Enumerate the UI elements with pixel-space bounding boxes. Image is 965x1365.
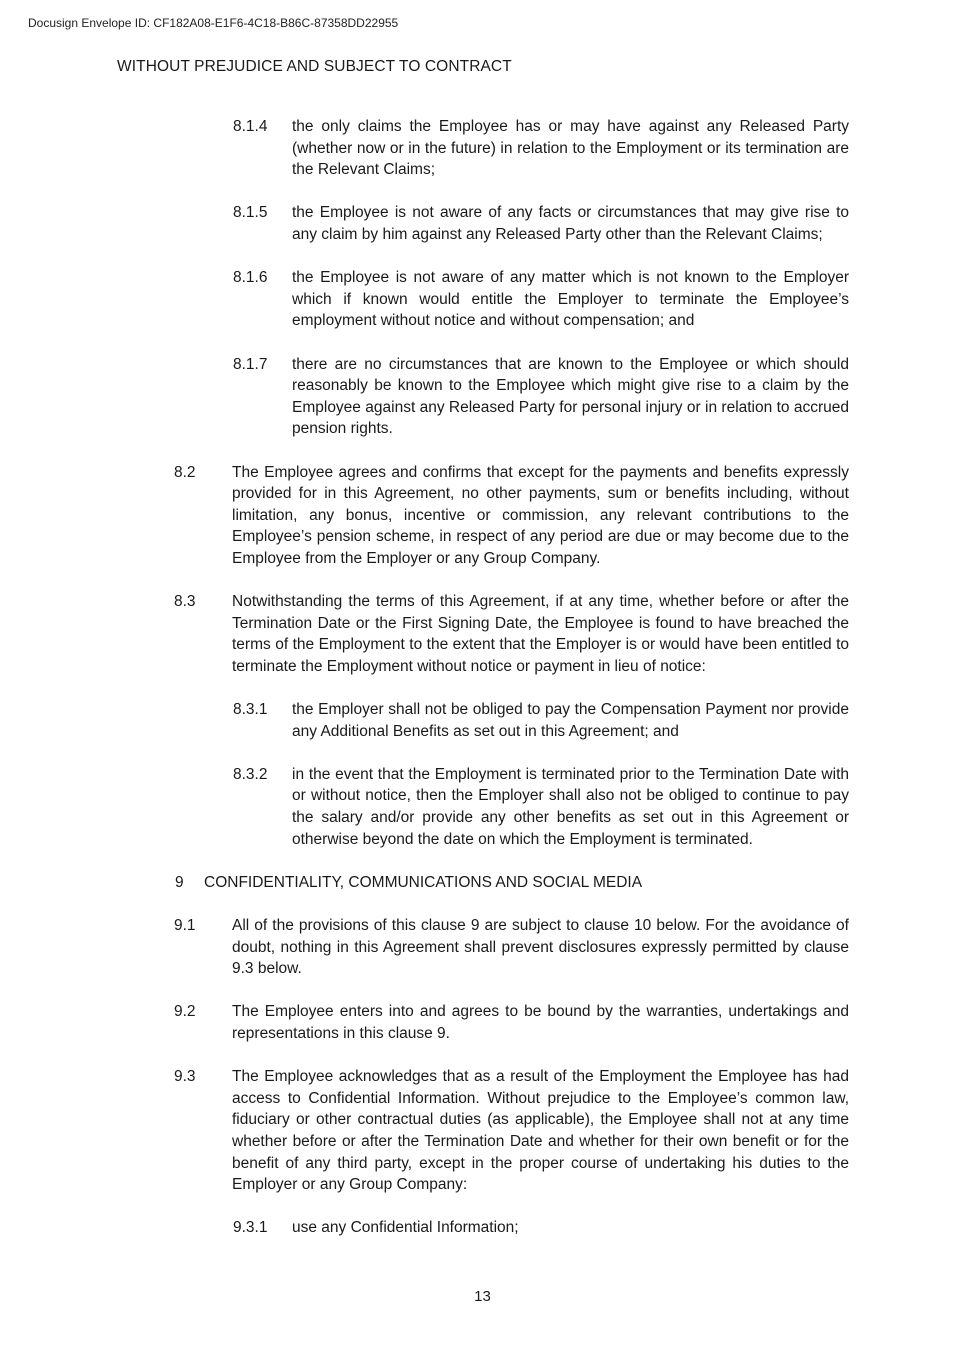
clause-9-2 <box>174 1001 849 1044</box>
section-number: 9 <box>175 873 184 891</box>
document-body <box>0 116 965 1239</box>
clause-number: 8.3.2 <box>233 765 268 783</box>
clause-number: 8.1.6 <box>233 269 268 287</box>
envelope-id: Docusign Envelope ID: CF182A08-E1F6-4C18-B86C-87358DD22955 <box>28 16 399 30</box>
clause-number: 8.2 <box>174 463 196 481</box>
clause-text: the only claims the Employee has or may have against any Released Party (whether now or in the future) in relation to the Employment or its termination are the Relevant Claims; <box>292 118 849 179</box>
clause-text: The Employee enters into and agrees to be bound by the warranties, undertakings and representations in this clause 9. <box>232 1003 849 1042</box>
clause-text: the Employee is not aware of any matter which is not known to the Employer which if known would entitle the Employer to terminate the Employee’s employment without notice and without compensation; and <box>292 269 849 330</box>
clause-text: Notwithstanding the terms of this Agreement, if at any time, whether before or after the Termination Date or the First Signing Date, the Employee is found to have breached the terms of the Employment to the extent that the Employer is or would have been entitled to terminate the Employment without notice or payment in lieu of notice: <box>232 593 849 675</box>
clause-8-1-4 <box>233 116 849 181</box>
clause-number: 8.1.5 <box>233 204 268 222</box>
clause-8-3-1 <box>233 699 849 742</box>
clause-number: 9.3 <box>174 1068 196 1086</box>
clause-text: the Employee is not aware of any facts or circumstances that may give rise to any claim by him against any Released Party other than the Relevant Claims; <box>292 204 849 243</box>
clause-8-1-6 <box>233 267 849 332</box>
clause-number: 9.1 <box>174 916 196 934</box>
clause-number: 8.3.1 <box>233 701 268 719</box>
clause-8-3 <box>174 591 849 677</box>
clause-text: The Employee acknowledges that as a result of the Employment the Employee has had access to Confidential Information. Without prejudice to the Employee’s common law, fiduciary or other contractual duties (as applicable), the Employee shall not at any time whether before or after the Termination Date and whether for their own benefit or for the benefit of any third party, except in the proper course of undertaking his duties to the Employer or any Group Company: <box>232 1068 849 1194</box>
clause-8-3-2 <box>233 764 849 850</box>
clause-text: there are no circumstances that are known to the Employee or which should reasonably be known to the Employee which might give rise to a claim by the Employee against any Released Party for personal injury or in relation to accrued pension rights. <box>292 355 849 438</box>
clause-text: All of the provisions of this clause 9 are subject to clause 10 below. For the avoidance of doubt, nothing in this Agreement shall prevent disclosures expressly permitted by clause 9.3 below. <box>232 916 849 978</box>
clause-8-1-7 <box>233 354 849 440</box>
clause-9-3 <box>174 1066 849 1196</box>
clause-9-3-1 <box>233 1217 849 1239</box>
document-header: WITHOUT PREJUDICE AND SUBJECT TO CONTRACT <box>117 58 512 75</box>
clause-8-2 <box>174 462 849 570</box>
clause-text: in the event that the Employment is terminated prior to the Termination Date with or without notice, then the Employer shall also not be obliged to continue to pay the salary and/or provide any other benefits as set out in this Agreement or otherwise beyond the date on which the Employment is terminated. <box>292 765 849 848</box>
page-number: 13 <box>474 1288 491 1305</box>
clause-number: 8.1.7 <box>233 355 268 373</box>
section-title: CONFIDENTIALITY, COMMUNICATIONS AND SOCIAL MEDIA <box>204 873 643 891</box>
section-9-heading <box>175 872 965 894</box>
clause-number: 8.1.4 <box>233 118 268 135</box>
clause-text: the Employer shall not be obliged to pay the Compensation Payment nor provide any Additional Benefits as set out in this Agreement; and <box>292 701 849 740</box>
clause-9-1 <box>174 915 849 980</box>
clause-8-1-5 <box>233 202 849 245</box>
clause-number: 8.3 <box>174 593 196 611</box>
clause-number: 9.2 <box>174 1003 196 1021</box>
clause-number: 9.3.1 <box>233 1219 268 1237</box>
clause-text: use any Confidential Information; <box>292 1219 519 1237</box>
clause-text: The Employee agrees and confirms that except for the payments and benefits expressly provided for in this Agreement, no other payments, sum or benefits including, without limitation, any bonus, incentive or commission, any relevant contributions to the Employee’s pension scheme, in respect of any period are due or may become due to the Employee from the Employer or any Group Company. <box>232 463 849 567</box>
